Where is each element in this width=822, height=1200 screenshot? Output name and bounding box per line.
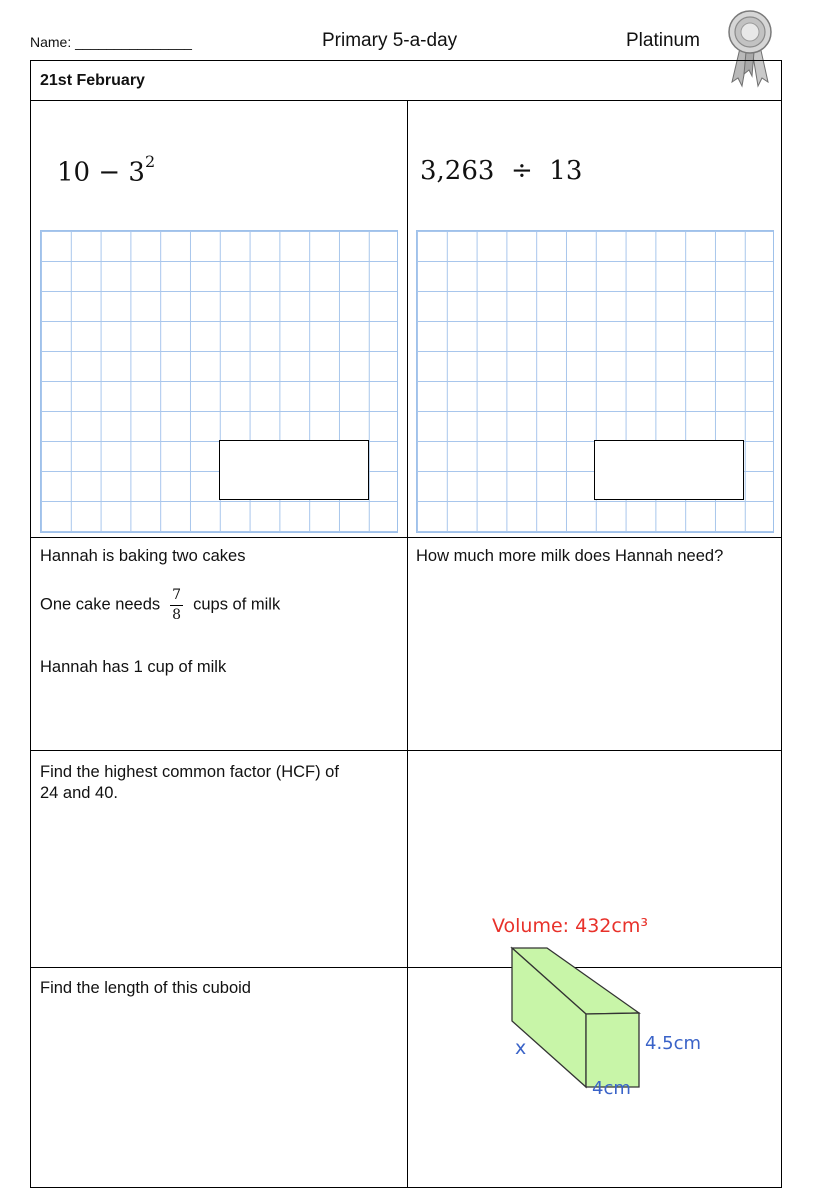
worksheet-title: Primary 5-a-day [322, 30, 458, 51]
q2-answer-box[interactable] [594, 440, 744, 500]
q3-line2-before: One cake needs [40, 595, 161, 614]
q1-answer-box[interactable] [219, 440, 369, 500]
q3-fraction [170, 587, 183, 624]
q1-expression [57, 152, 156, 188]
q3-fraction-denominator: 8 [172, 606, 182, 623]
q2-expression: 3,263 ÷ 13 [420, 156, 583, 186]
cuboid-front-face [586, 1013, 639, 1087]
column-divider [407, 101, 408, 1188]
q3-line2 [40, 587, 280, 624]
width-label: 4cm [592, 1078, 631, 1099]
date-bar [31, 61, 781, 101]
height-label: 4.5cm [645, 1033, 702, 1054]
worksheet-date: 21st February [40, 72, 145, 89]
q1-base: 10 − 3 [57, 157, 145, 188]
level-label: Platinum [626, 30, 700, 51]
q4-question [40, 762, 339, 805]
q3-line3: Hannah has 1 cup of milk [40, 658, 227, 676]
q3-line1: Hannah is baking two cakes [40, 547, 246, 565]
q4-line1: Find the highest common factor (HCF) of [40, 763, 339, 781]
q3-fraction-numerator: 7 [170, 587, 183, 606]
row-divider-1 [31, 537, 781, 538]
q1-exponent: 2 [144, 152, 156, 171]
q3b-question: How much more milk does Hannah need? [416, 547, 724, 565]
q3-line2-after: cups of milk [193, 595, 281, 614]
q4-line2: 24 and 40. [40, 784, 118, 803]
row-divider-2 [31, 750, 781, 751]
cuboid-diagram [440, 906, 740, 1116]
q5-question: Find the length of this cuboid [40, 979, 251, 997]
name-field-label: Name: _______________ [30, 34, 192, 50]
length-label: x [515, 1037, 527, 1059]
volume-label: Volume: 432cm³ [492, 915, 648, 937]
